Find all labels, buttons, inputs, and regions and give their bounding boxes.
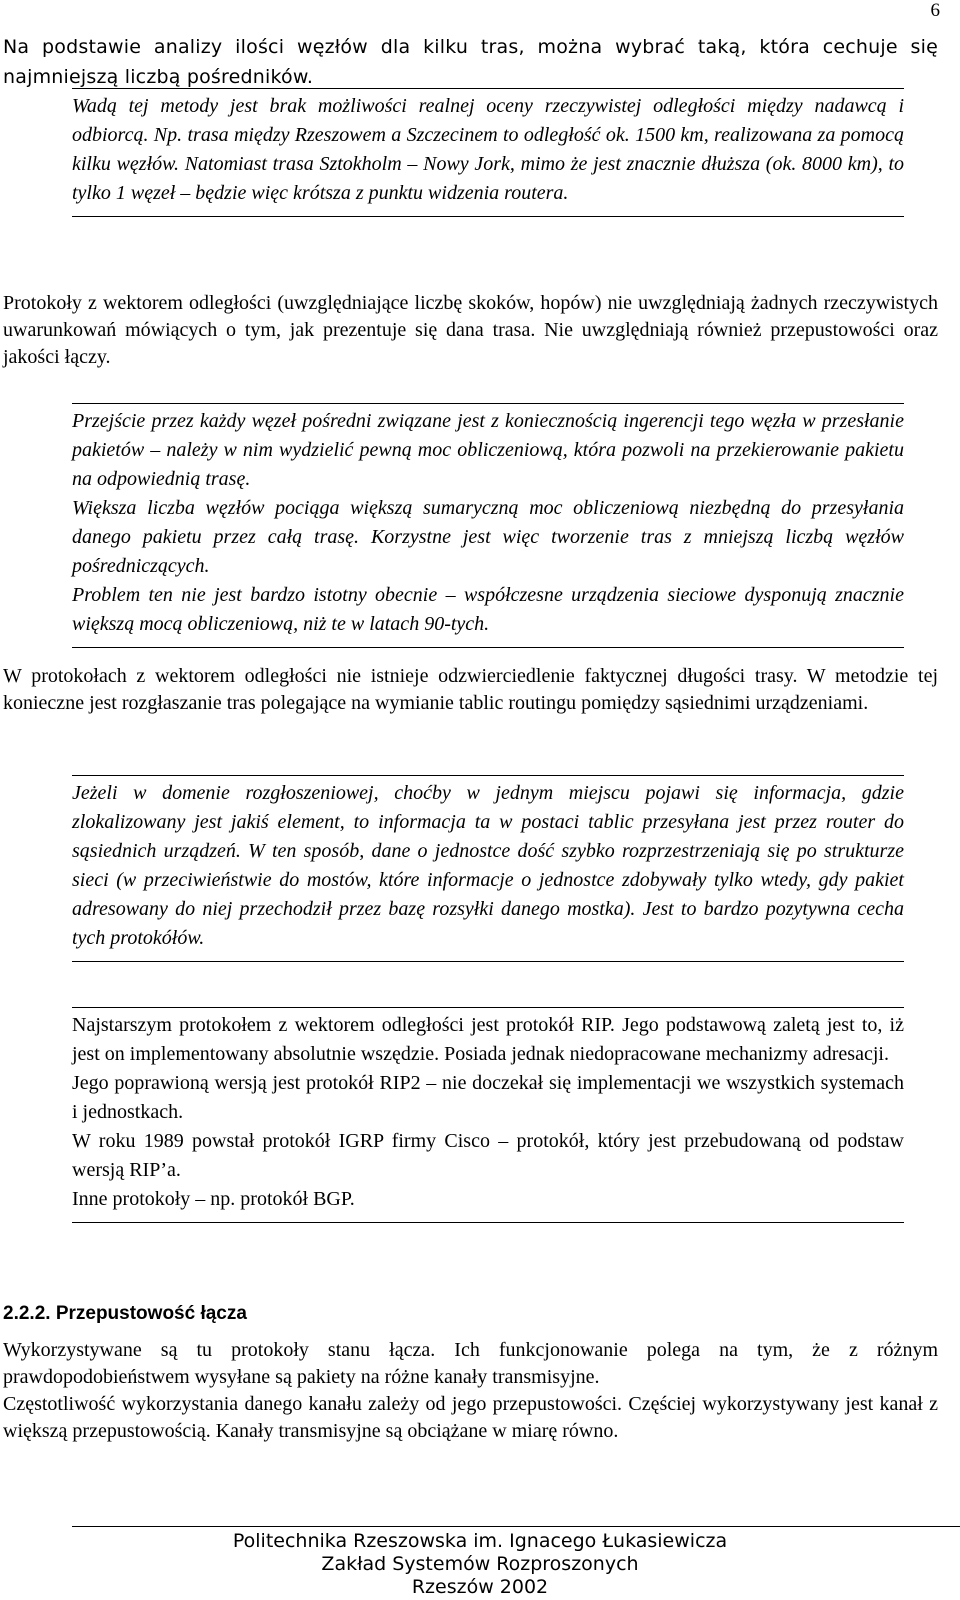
box4-paragraph-2: Jego poprawioną wersją jest protokół RIP2 – nie doczekał się implementacji we wszystkich systemach i jednostkach. [72,1072,904,1123]
footer [0,1530,960,1599]
paragraph-4-block [0,1337,960,1445]
box-rip-protocols [72,1007,904,1223]
box4-paragraph-4: Inne protokoły – np. protokół BGP. [72,1188,355,1210]
intro-paragraph: Na podstawie analizy ilości węzłów dla kilku tras, można wybrać taką, która cechuje się najmniejszą liczbą pośredników. [3,36,938,88]
paragraph-3-block [0,663,960,717]
box2-paragraph-2: Większa liczba węzłów pociąga większą sumaryczną moc obliczeniową niezbędną do przesyłania danego pakietu przez całą trasę. Korzystne jest więc tworzenie tras z mniejszą liczbą węzłów pośredniczących. [72,497,904,577]
paragraph-4-line-1: Wykorzystywane są tu protokoły stanu łącza. Ich funkcjonowanie polega na tym, że z różnym prawdopodobieństwem wysyłane są pakiety na różne kanały transmisyjne. [3,1339,938,1388]
paragraph-4-line-2: Częstotliwość wykorzystania danego kanału zależy od jego przepustowości. Częściej wykorzystywany jest kanał z większą przepustowością. Kanały transmisyjne są obciążane w miarę równo. [3,1393,938,1442]
box-distance-note [72,88,904,217]
footer-divider [72,1526,960,1527]
box-node-processing [72,403,904,648]
page-number: 6 [930,0,940,21]
footer-department: Zakład Systemów Rozproszonych [321,1553,639,1575]
footer-city-year: Rzeszów 2002 [411,1576,549,1598]
section-heading: 2.2.2. Przepustowość łącza [3,1303,247,1324]
box4-paragraph-1: Najstarszym protokołem z wektorem odległości jest protokół RIP. Jego podstawową zaletą jest to, iż jest on implementowany absolutnie wszędzie. Posiada jednak niedopracowane mechanizmy adresacji. [72,1014,904,1065]
paragraph-2: Protokoły z wektorem odległości (uwzględniające liczbę skoków, hopów) nie uwzględniają żadnych rzeczywistych uwarunkowań mówiących o tym, jak prezentuje się dana trasa. Nie uwzględniają również przepustowości oraz jakości łączy. [3,292,938,368]
box1-paragraph-1: Wadą tej metody jest brak możliwości realnej oceny rzeczywistej odległości między nadawcą i odbiorcą. Np. trasa między Rzeszowem a Szczecinem to odległość ok. 1500 km, realizowana za pomocą kilku węzłów. Natomiast trasa Sztokholm – Nowy Jork, mimo że jest znacznie dłuższa (ok. 8000 km), to tylko 1 węzeł – będzie więc krótsza z punktu widzenia routera. [72,95,904,204]
box3-paragraph-1: Jeżeli w domenie rozgłoszeniowej, choćby w jednym miejscu pojawi się informacja, gdzie zlokalizowany jest jakiś element, to informacja ta w postaci tablic przesyłana jest przez router do sąsiednich urządzeń. W ten sposób, dane o jednostce dość szybko rozprzestrzeniają się po strukturze sieci (w przeciwieństwie do mostów, które informacje o jednostce zdobywały tylko wtedy, gdy pakiet adresowany do niej przechodził przez bazę rozsyłki danego mostka). Jest to bardzo pozytywna cecha tych protokółów. [72,782,904,949]
box4-paragraph-3: W roku 1989 powstał protokół IGRP firmy Cisco – protokół, który jest przebudowaną od podstaw wersją RIP’a. [72,1130,904,1181]
box2-paragraph-3: Problem ten nie jest bardzo istotny obecnie – współczesne urządzenia sieciowe dysponują znacznie większą mocą obliczeniową, niż te w latach 90-tych. [72,584,904,635]
intro-paragraph-block [0,32,960,92]
box-broadcast-domain [72,775,904,962]
box2-paragraph-1: Przejście przez każdy węzeł pośredni związane jest z koniecznością ingerencji tego węzła w przesłanie pakietów – należy w nim wydzielić pewną moc obliczeniową, która pozwoli na przekierowanie pakietu na odpowiednią trasę. [72,410,904,490]
paragraph-3: W protokołach z wektorem odległości nie istnieje odzwierciedlenie faktycznej długości trasy. W metodzie tej konieczne jest rozgłaszanie tras polegające na wymianie tablic routingu pomiędzy sąsiednimi urządzeniami. [3,665,938,714]
paragraph-2-block [0,290,960,371]
footer-university: Politechnika Rzeszowska im. Ignacego Łukasiewicza [232,1530,728,1552]
